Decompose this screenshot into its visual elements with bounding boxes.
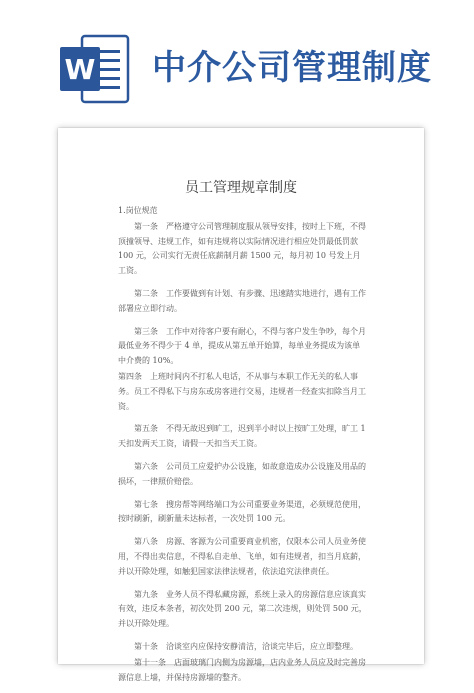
banner-title: 中介公司管理制度 [152,48,432,88]
paragraph-article-3: 第三条 工作中对待客户要有耐心，不得与客户发生争吵，每个月最低业务不得少于 4 单，提成从第五单开始算，每单业务提成为该单中介费的 10%。 [118,326,366,366]
paragraph-article-10: 第十条 洽谈室内应保持安静清洁，洽谈完毕后，应立即整理。 [134,641,358,651]
paragraph-article-11: 第十一条 店面玻璃门内侧为房源墙，店内业务人员应及时完善房源信息上墙，并保持房源墙的整齐。 [118,657,366,682]
paragraph-article-5: 第五条 不得无故迟到旷工，迟到半小时以上按旷工处理，旷工 1 天扣发两天工资，请假一天扣当天工资。 [118,424,366,449]
word-document-icon [60,33,130,105]
paragraph-article-4: 第四条 上班时间内不打私人电话，不从事与本职工作无关的私人事务。员工不得私下与房东或房客进行交易，违规者一经查实扣除当月工资。 [118,371,366,411]
paragraph-article-2: 第二条 工作要做到有计划、有步骤、迅速踏实地进行，遇有工作部署应立即行动。 [118,288,366,313]
document-title: 员工管理规章制度 [185,180,297,196]
document-page [58,128,424,682]
word-icon-letter: W [64,53,96,86]
section-heading: 1.岗位规范 [118,206,158,215]
paragraph-article-9: 第九条 业务人员不得私藏房源，系统上录入的房源信息应该真实有效，违反本条者，初次处罚 200 元，第二次违规，则处罚 500 元，并以开除处理。 [118,589,367,629]
paragraph-article-1: 第一条 严格遵守公司管理制度服从领导安排，按时上下班，不得顶撞领导、违规工作，如有违规将以实际情况进行相应处罚最低罚款 100 元，公司实行无责任底薪制月薪 1500 元，每月初 10 号发上月工资。 [118,221,366,276]
paragraph-article-6: 第六条 公司员工应爱护办公设施，如故意造成办公设施及用品的损坏，一律照价赔偿。 [118,461,366,486]
paragraph-article-8: 第八条 房源、客源为公司重要商业机密，仅限本公司人员业务使用，不得出卖信息，不得私自走单、飞单，如有违规者，扣当月底薪，并以开除处理，如触犯国家法律法规者，依法追究法律责任。 [118,537,366,576]
paragraph-article-7: 第七条 搜房帮等网络端口为公司重要业务渠道，必须规范使用，按时刷新，刷新量未达标者，一次处罚 100 元。 [118,499,366,524]
document-body [118,204,368,693]
